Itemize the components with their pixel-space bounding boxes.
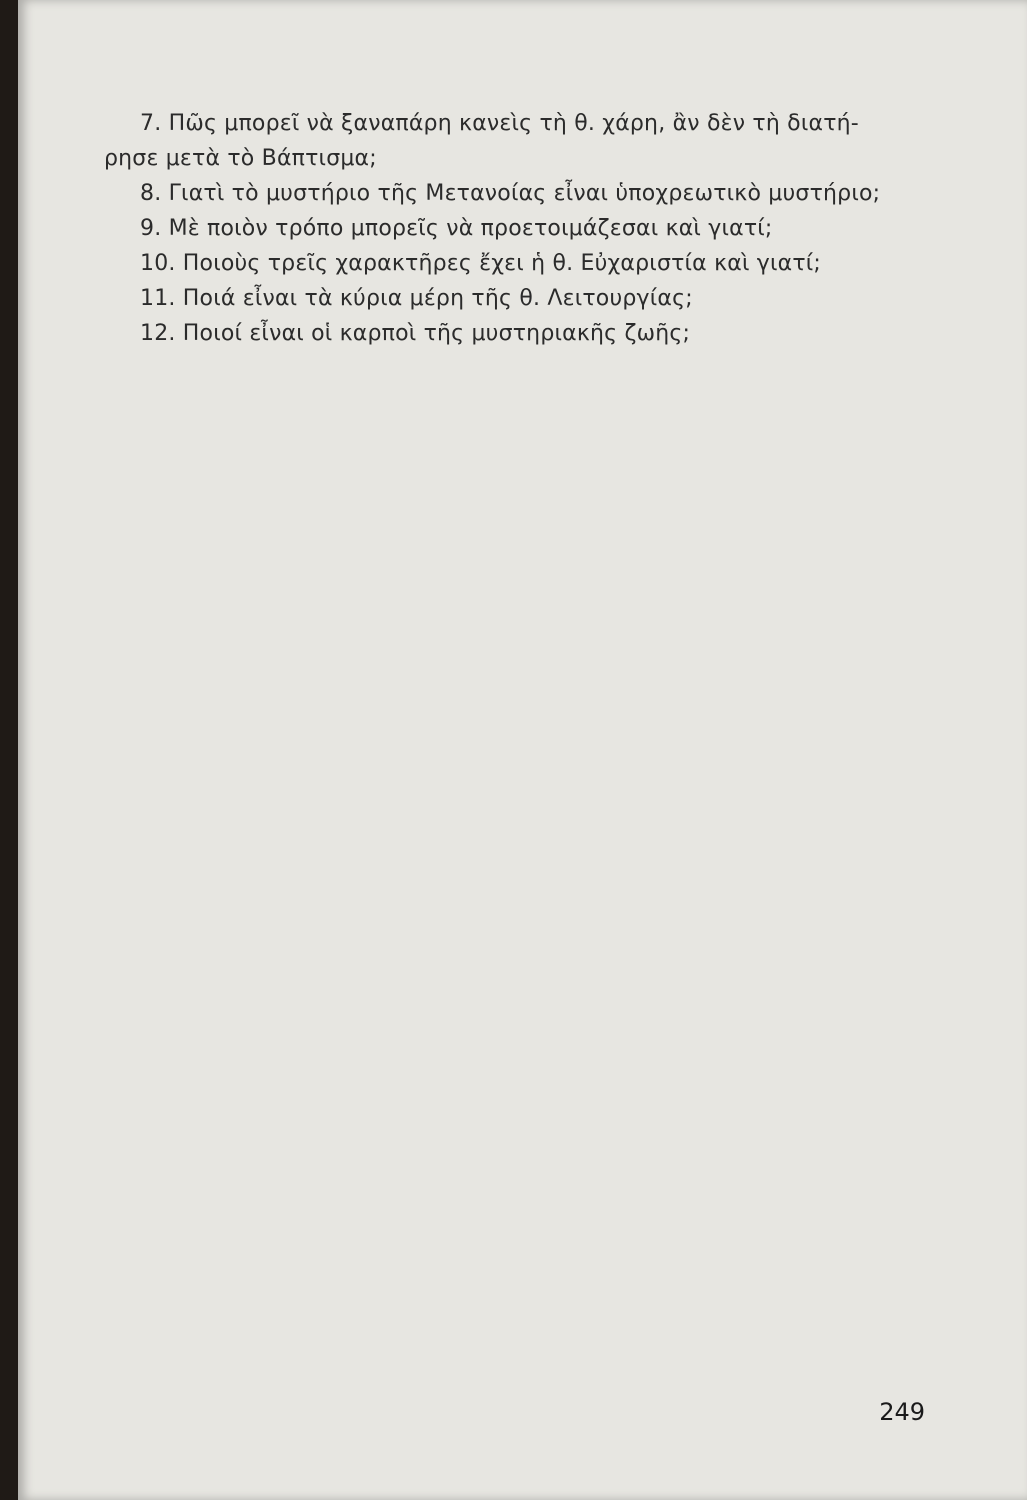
book-page: [18, 0, 1027, 1500]
question-text: Ποιοί εἶναι οἱ καρποὶ τῆς μυστηριακῆς ζωῆς;: [182, 321, 691, 346]
question-7-continuation: [104, 141, 914, 176]
question-text: Μὲ ποιὸν τρόπο μπορεῖς νὰ προετοιμάζεσαι καὶ γιατί;: [168, 216, 773, 241]
question-number: 11.: [140, 286, 176, 311]
question-number: 8.: [140, 181, 162, 206]
question-number: 7.: [140, 111, 162, 136]
review-questions: [104, 106, 914, 351]
question-number: 10.: [140, 251, 176, 276]
question-text: Ποιά εἶναι τὰ κύρια μέρη τῆς θ. Λειτουργίας;: [182, 286, 693, 311]
question-10: [104, 246, 914, 281]
question-12: [104, 316, 914, 351]
question-text: Πῶς μπορεῖ νὰ ξαναπάρη κανεὶς τὴ θ. χάρη, ἂν δὲν τὴ διατή-: [168, 111, 859, 136]
question-number: 9.: [140, 216, 162, 241]
page-number: 249: [879, 1398, 925, 1426]
question-11: [104, 281, 914, 316]
question-text: Ποιοὺς τρεῖς χαρακτῆρες ἔχει ἡ θ. Εὐχαριστία καὶ γιατί;: [182, 251, 822, 276]
question-7: [104, 106, 914, 141]
question-number: 12.: [140, 321, 176, 346]
question-text: Γιατὶ τὸ μυστήριο τῆς Μετανοίας εἶναι ὑποχρεωτικὸ μυστήριο;: [168, 181, 881, 206]
question-9: [104, 211, 914, 246]
question-8: [104, 176, 914, 211]
question-text-continuation: ρησε μετὰ τὸ Βάπτισμα;: [104, 146, 377, 171]
